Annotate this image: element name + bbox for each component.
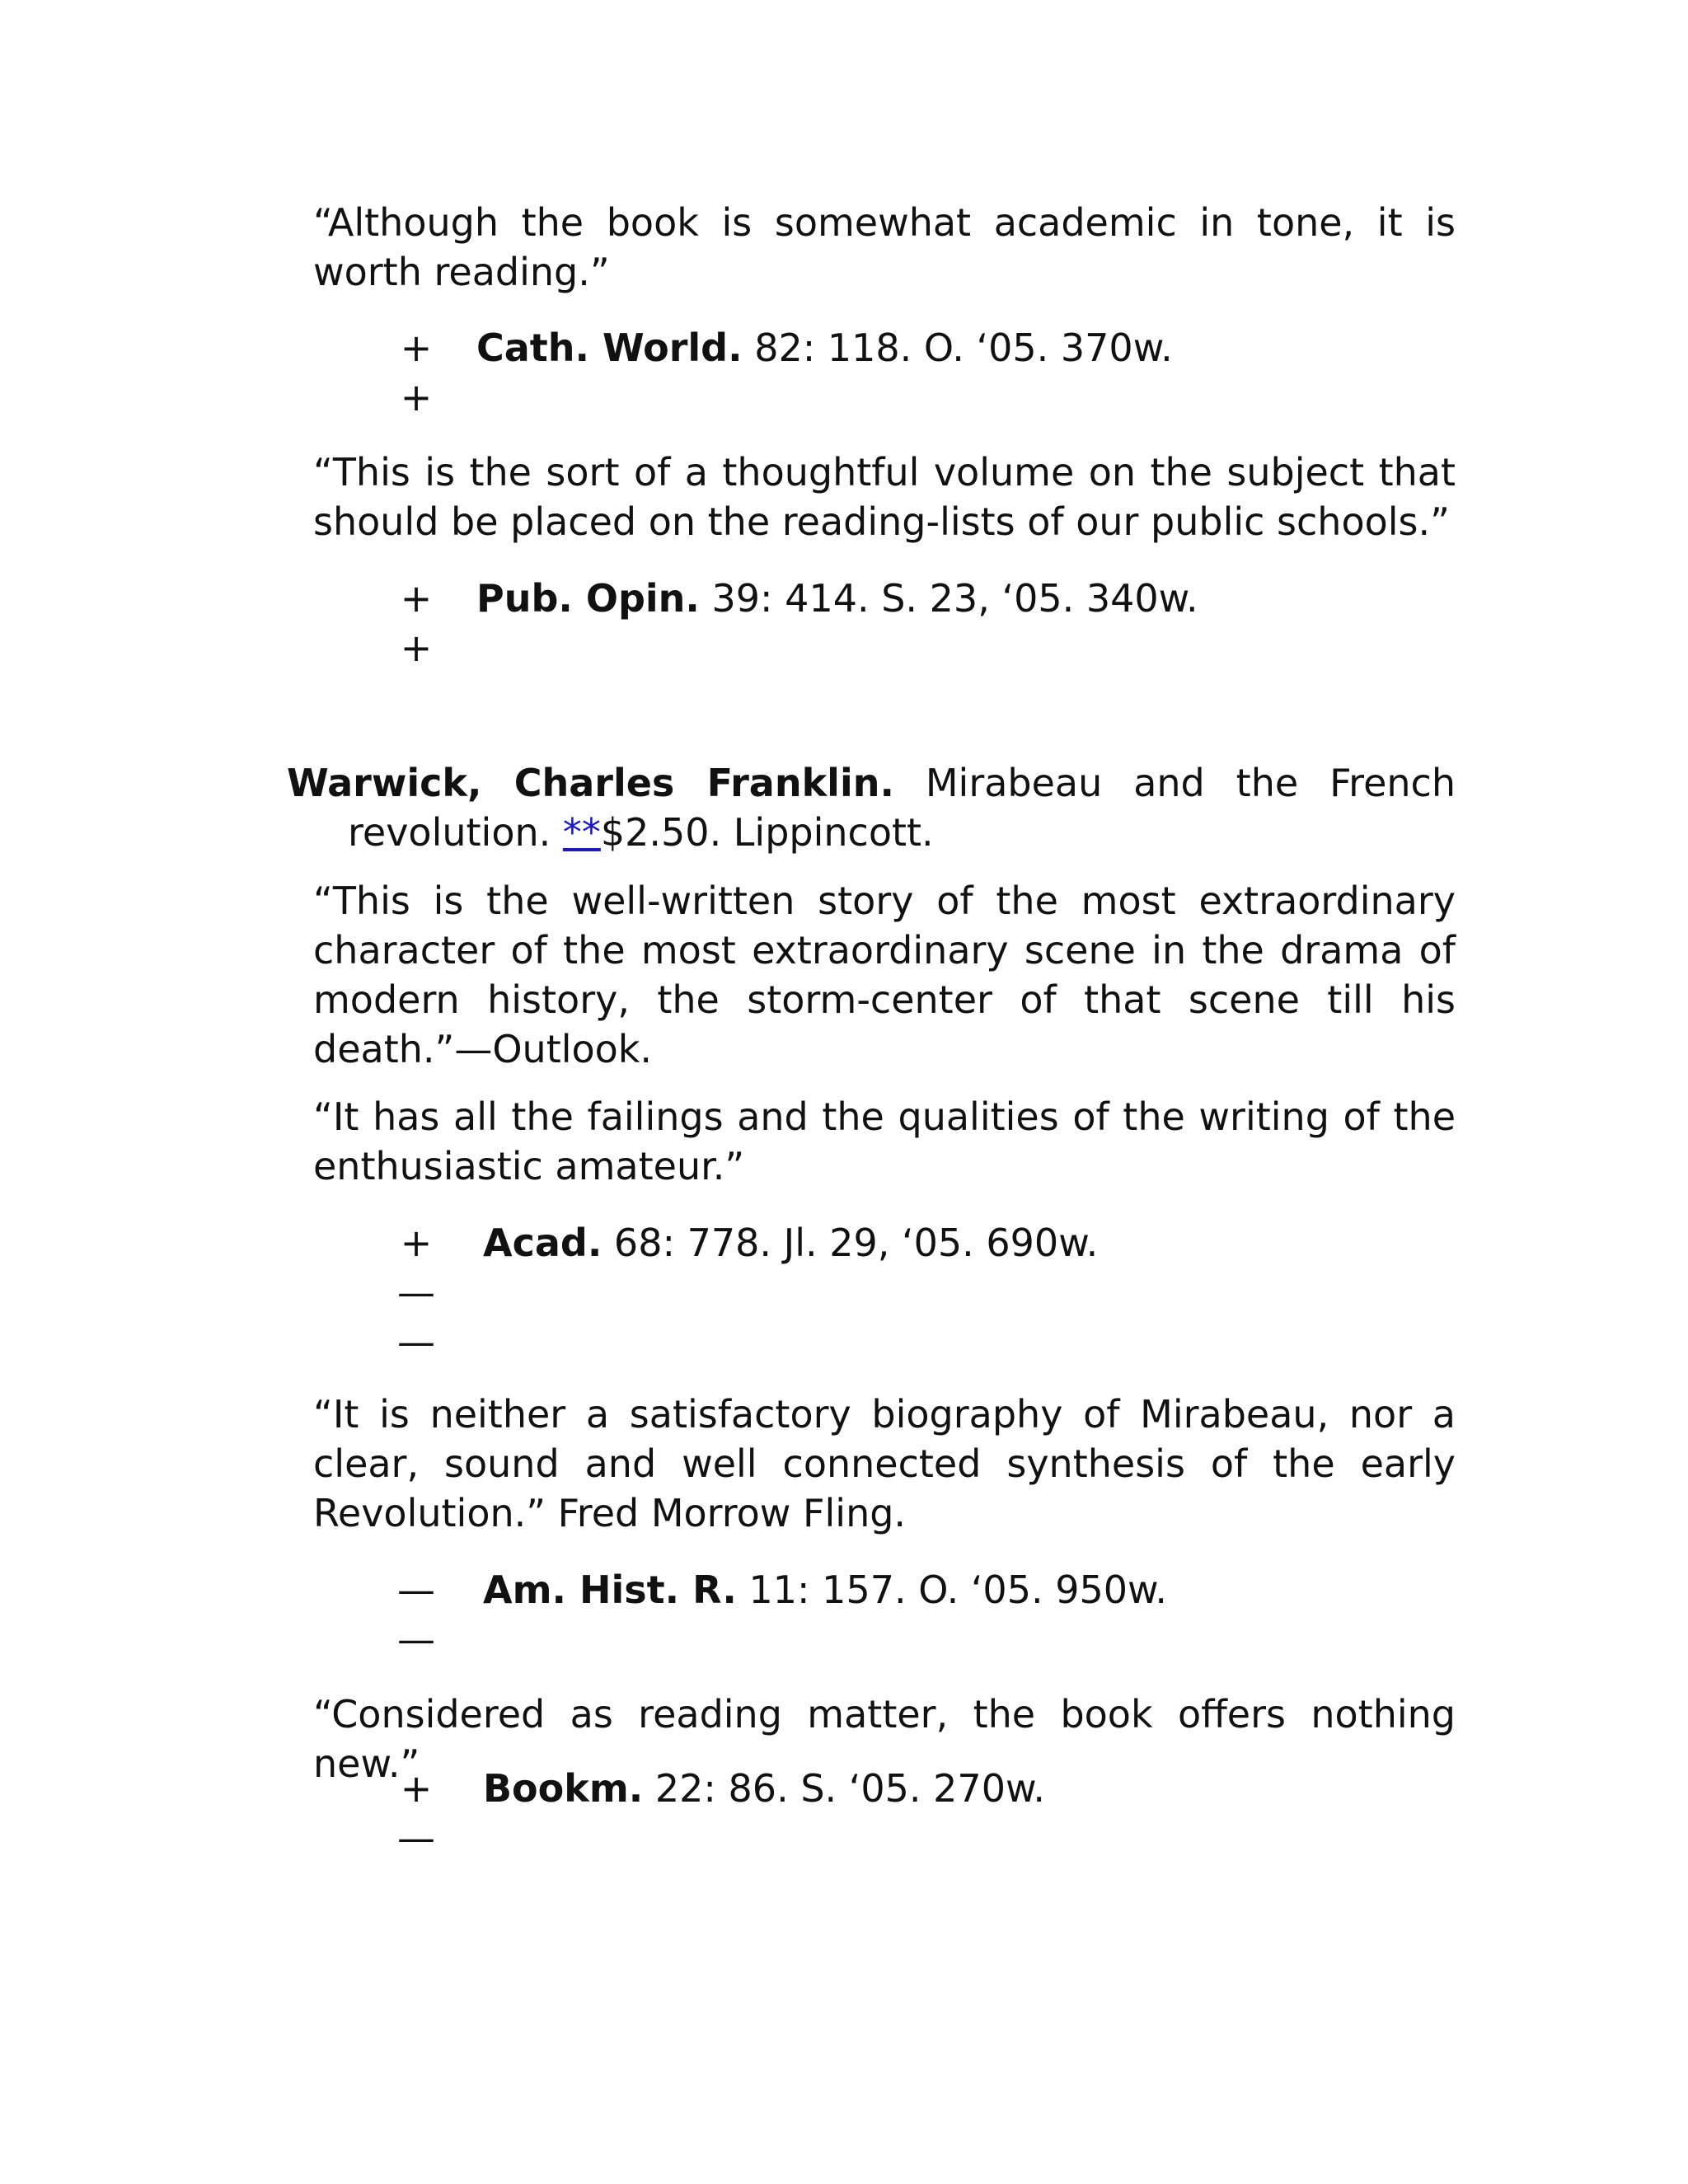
rating-sign: + xyxy=(400,626,433,670)
citation-source: Cath. World. xyxy=(476,326,743,370)
entry-title-part1: Mirabeau and the French xyxy=(893,761,1456,805)
review-quote-3: “This is the well-written story of the most extraordinary character of the most extraordinary scene in the drama of modern history, the storm-center of that scene till his death.”—Outlook. xyxy=(313,879,1456,1071)
footnote-link[interactable]: ** xyxy=(562,810,601,855)
rating-signs xyxy=(396,323,437,422)
entry-heading-line1 xyxy=(287,758,1456,808)
citation-source: Acad. xyxy=(483,1221,603,1265)
entry-heading-line2 xyxy=(287,808,1456,857)
rating-sign: — xyxy=(397,1568,435,1612)
review-quote-5: “It is neither a satisfactory biography of Mirabeau, nor a clear, sound and well connected synthesis of the early Revolution.” Fred Morrow Fling. xyxy=(313,1392,1456,1535)
review-quote-1: “Although the book is somewhat academic in tone, it is worth reading.” xyxy=(313,200,1456,294)
entry-title-part2: revolution. xyxy=(348,810,563,855)
citation-details: 68: 778. Jl. 29, ‘05. 690w. xyxy=(602,1221,1099,1265)
citation-reference xyxy=(476,574,1198,623)
rating-sign: — xyxy=(397,1617,435,1661)
rating-signs xyxy=(396,1565,437,1664)
book-entry-heading xyxy=(287,758,1456,857)
citation-reference xyxy=(483,1218,1098,1268)
review-quote-4: “It has all the failings and the qualities of the writing of the enthusiastic amateur.” xyxy=(313,1094,1456,1188)
rating-sign: + xyxy=(400,326,433,370)
rating-sign: — xyxy=(397,1270,435,1315)
citation-reference xyxy=(483,1764,1045,1813)
rating-sign: + xyxy=(400,576,433,621)
rating-sign: + xyxy=(400,375,433,419)
rating-signs xyxy=(396,1764,437,1863)
citation-reference xyxy=(476,323,1173,373)
citation-reference xyxy=(483,1565,1167,1615)
rating-signs xyxy=(396,574,437,673)
citation-details: 39: 414. S. 23, ‘05. 340w. xyxy=(699,576,1198,621)
rating-sign: + xyxy=(400,1221,433,1265)
entry-price-publisher: $2.50. Lippincott. xyxy=(600,810,934,855)
citation-details: 22: 86. S. ‘05. 270w. xyxy=(643,1766,1045,1811)
review-quote-6: “Considered as reading matter, the book offers nothing new.” xyxy=(313,1692,1456,1786)
citation-source: Bookm. xyxy=(483,1766,644,1811)
rating-signs xyxy=(396,1218,437,1366)
citation-details: 11: 157. O. ‘05. 950w. xyxy=(736,1568,1168,1612)
rating-sign: — xyxy=(397,1816,435,1860)
rating-sign: + xyxy=(400,1766,433,1811)
review-quote-2: “This is the sort of a thoughtful volume on the subject that should be placed on the reading-lists of our public schools.” xyxy=(313,450,1456,544)
citation-source: Am. Hist. R. xyxy=(483,1568,737,1612)
citation-details: 82: 118. O. ‘05. 370w. xyxy=(742,326,1173,370)
citation-source: Pub. Opin. xyxy=(476,576,700,621)
rating-sign: — xyxy=(397,1319,435,1364)
entry-author: Warwick, Charles Franklin. xyxy=(287,761,894,805)
